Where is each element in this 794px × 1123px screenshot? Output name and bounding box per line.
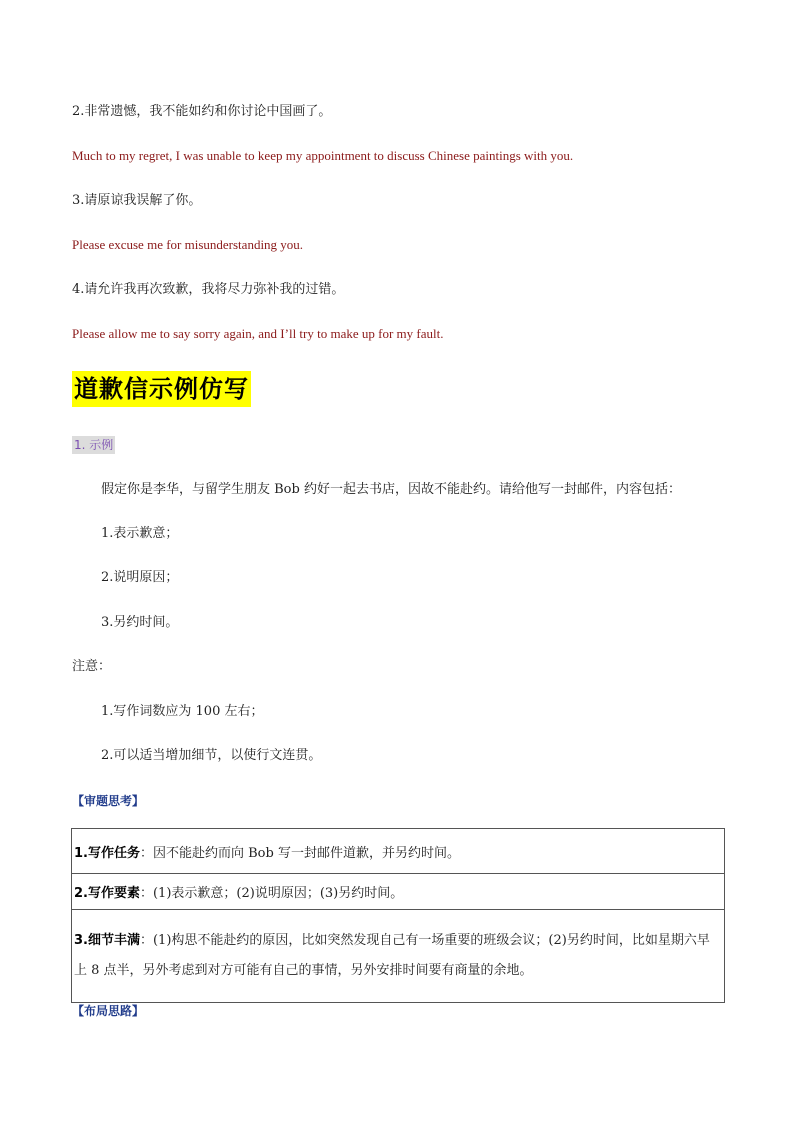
sentence-3-en: Please excuse me for misunderstanding you. [72, 237, 304, 252]
analysis-text: ：(1)表示歉意；(2)说明原因；(3)另约时间。 [139, 886, 404, 901]
sentence-2-en: Much to my regret, I was unable to keep my appointment to discuss Chinese paintings with you. [72, 148, 574, 163]
prompt-intro: 假定你是李华，与留学生朋友 Bob 约好一起去书店，因故不能赴约。请给他写一封邮件，内容包括： [101, 482, 681, 497]
note-1: 1.写作词数应为 100 左右； [101, 704, 264, 719]
sentence-4-cn: 4.请允许我再次致歉，我将尽力弥补我的过错。 [72, 282, 345, 297]
analysis-cell [72, 874, 725, 910]
analysis-table [71, 828, 725, 1003]
analysis-label: 2.写作要素 [74, 886, 140, 901]
analysis-row-task [72, 829, 725, 874]
layout-heading: 【布局思路】 [72, 1004, 145, 1018]
analysis-label: 3.细节丰满 [74, 933, 140, 948]
analysis-cell [72, 829, 725, 874]
analysis-cell [72, 910, 725, 1003]
analysis-heading: 【审题思考】 [72, 794, 145, 808]
analysis-text: ：因不能赴约而向 Bob 写一封邮件道歉，并另约时间。 [139, 845, 460, 861]
prompt-point-3: 3.另约时间。 [101, 615, 179, 630]
sentence-3-cn: 3.请原谅我误解了你。 [72, 193, 202, 208]
analysis-label: 1.写作任务 [74, 845, 140, 861]
analysis-row-details [72, 910, 725, 1003]
prompt-point-2: 2.说明原因； [101, 570, 179, 585]
note-2: 2.可以适当增加细节，以使行文连贯。 [101, 748, 322, 763]
note-label: 注意： [72, 659, 112, 674]
prompt-point-1: 1.表示歉意； [101, 526, 179, 541]
section-title: 道歉信示例仿写 [72, 371, 251, 407]
sentence-4-en: Please allow me to say sorry again, and I’ll try to make up for my fault. [72, 326, 444, 341]
analysis-row-elements [72, 874, 725, 910]
example-subheading: 1. 示例 [74, 438, 114, 452]
analysis-text: ：(1)构思不能赴约的原因，比如突然发现自己有一场重要的班级会议；(2)另约时间，比如星期六早上 8 点半，另外考虑到对方可能有自己的事情，另外安排时间要有商量的余地。 [74, 933, 710, 978]
sentence-2-cn: 2.非常遗憾，我不能如约和你讨论中国画了。 [72, 104, 332, 119]
